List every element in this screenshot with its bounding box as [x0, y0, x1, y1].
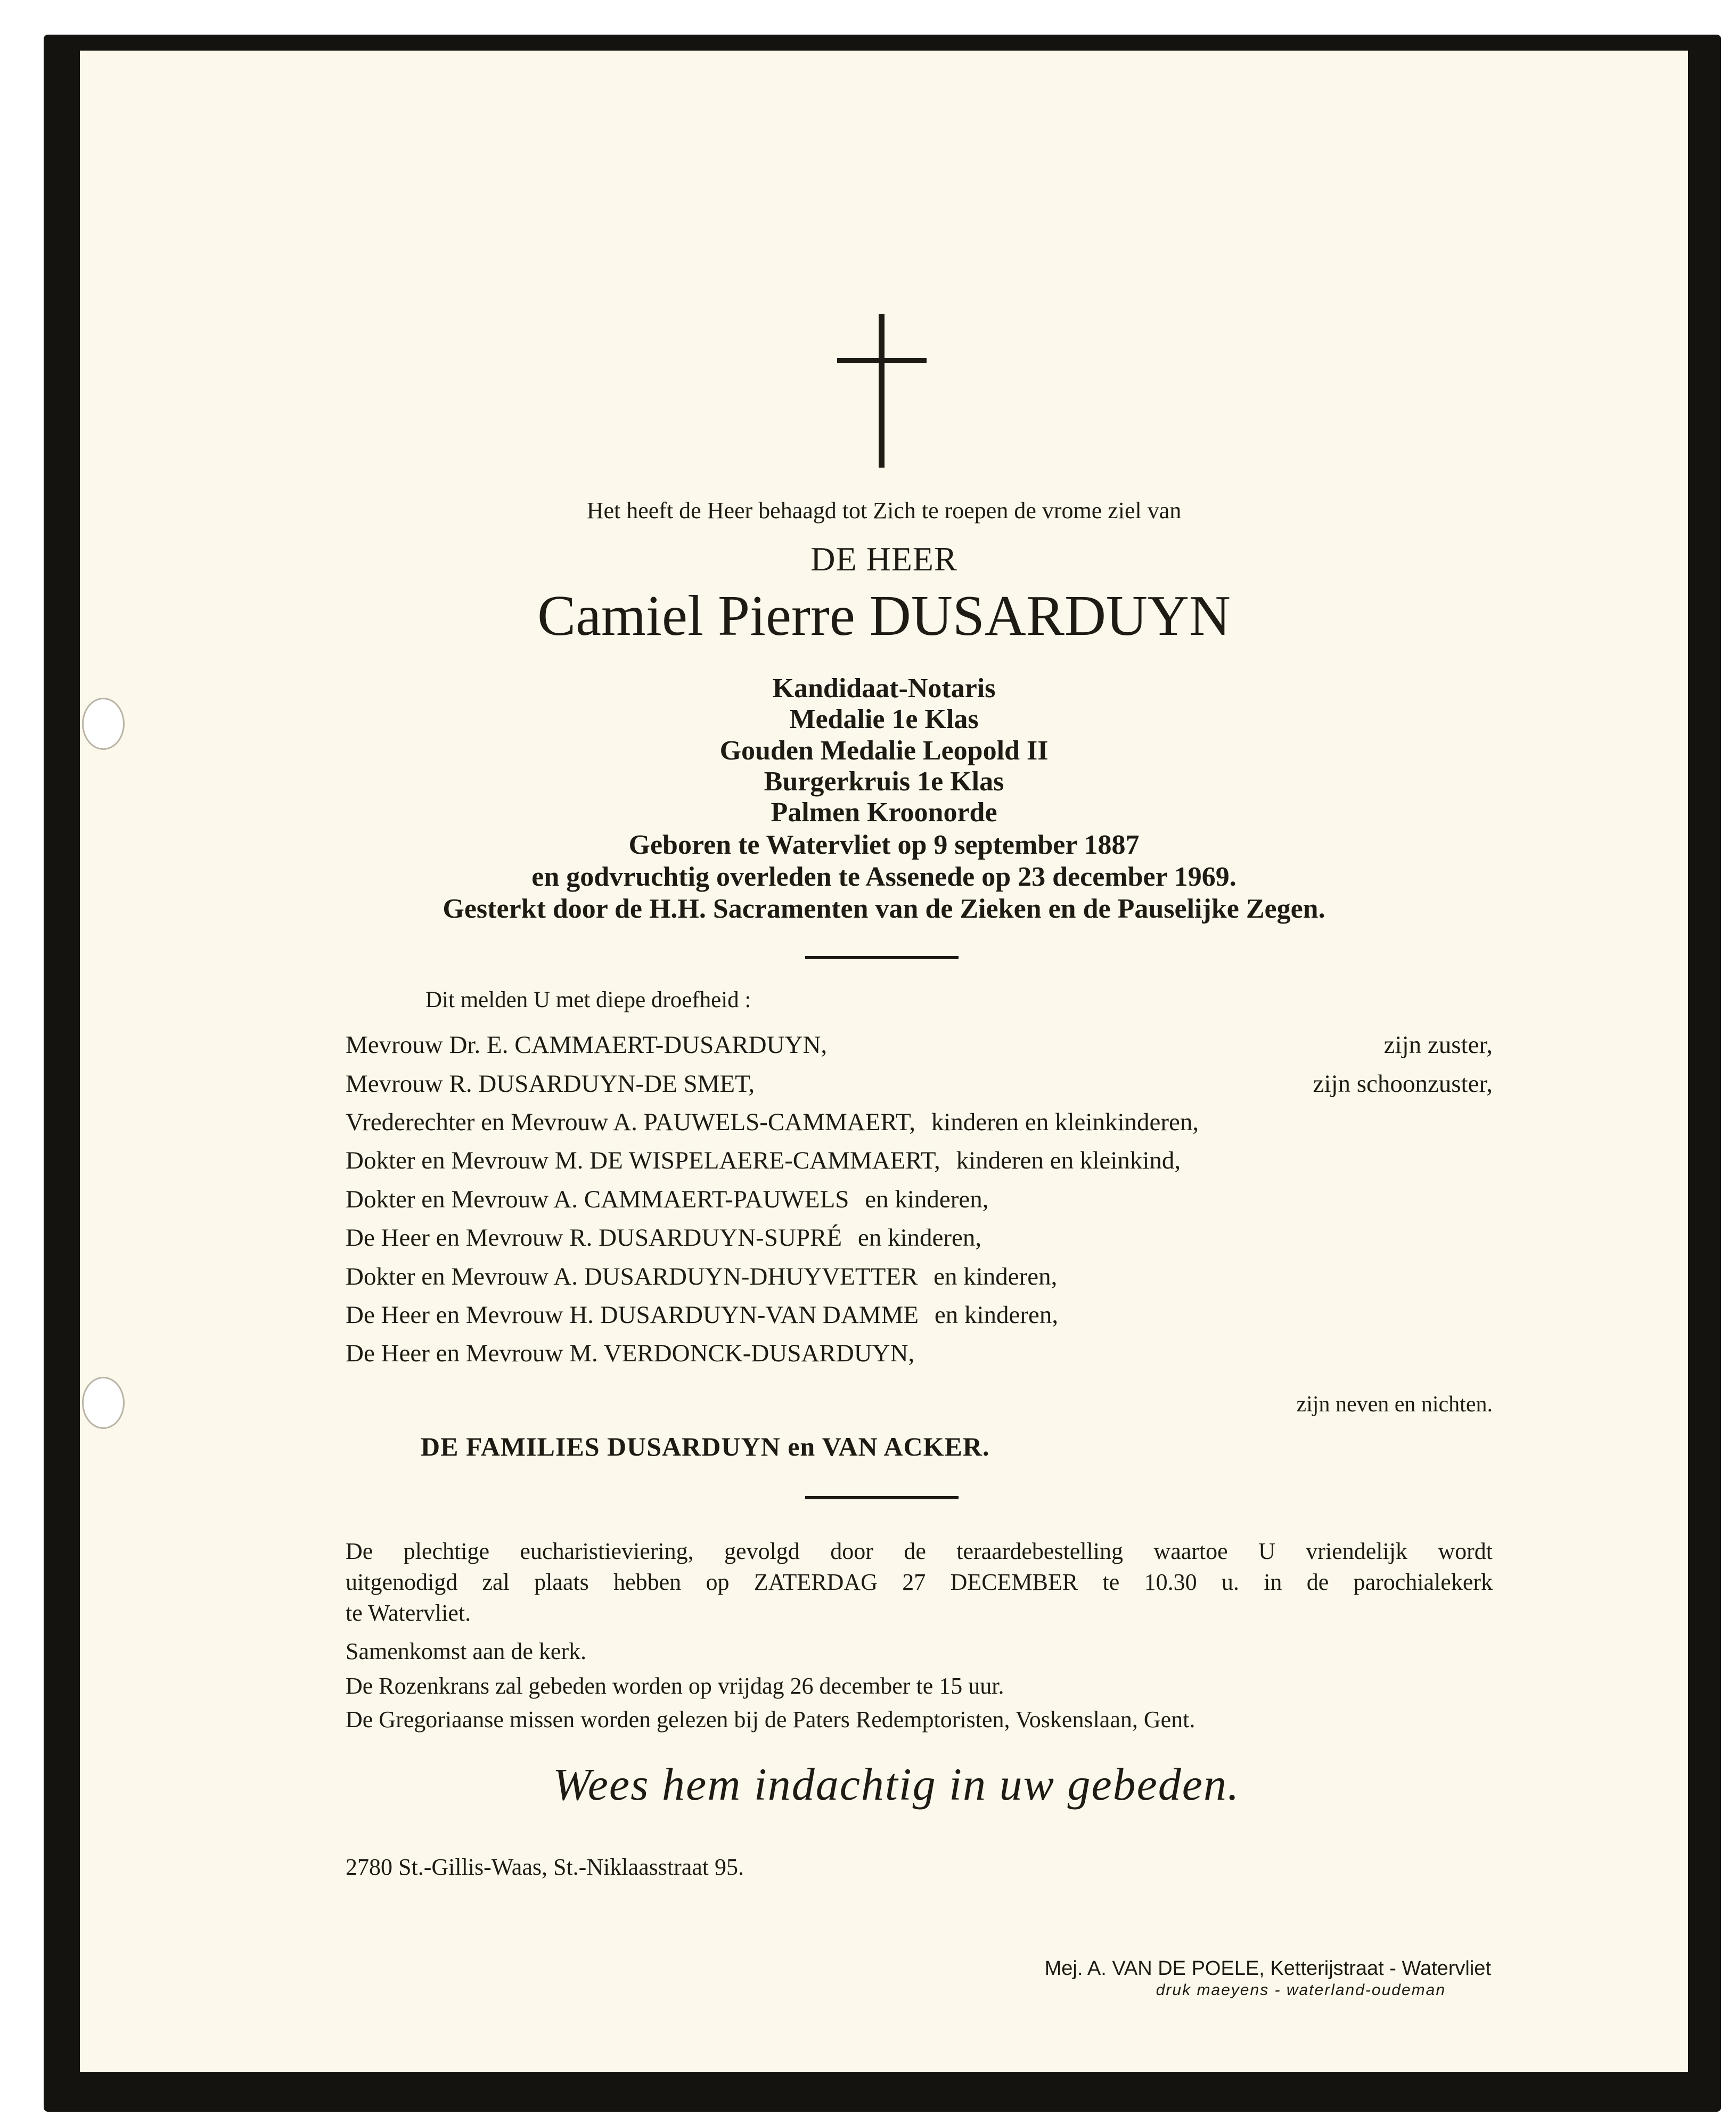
mourner-name: Dokter en Mevrouw M. DE WISPELAERE-CAMMAERT, — [346, 1147, 940, 1174]
credential: Kandidaat-Notaris — [772, 673, 996, 704]
mourner-row — [346, 1185, 1493, 1220]
deceased-name: Camiel Pierre DUSARDUYN — [537, 584, 1231, 648]
intro-text: Het heeft de Heer behaagd tot Zich te roepen de vrome ziel van — [586, 497, 1182, 524]
mourner-name: De Heer en Mevrouw M. VERDONCK-DUSARDUYN, — [346, 1339, 915, 1367]
cross-icon — [837, 314, 927, 468]
mourner-row — [346, 1108, 1493, 1143]
mourner-relation: kinderen en kleinkinderen, — [931, 1108, 1199, 1136]
mourner-row — [346, 1031, 1493, 1066]
mourner-row — [346, 1262, 1493, 1297]
divider — [805, 956, 959, 959]
mourner-relation: en kinderen, — [933, 1263, 1058, 1290]
ceremony-line: De Gregoriaanse missen worden gelezen bij de Paters Redemptoristen, Voskenslaan, Gent. — [346, 1706, 1195, 1733]
sacraments-line: Gesterkt door de H.H. Sacramenten van de Zieken en de Pauselijke Zegen. — [443, 894, 1325, 924]
mourner-name: Mevrouw Dr. E. CAMMAERT-DUSARDUYN, — [346, 1031, 828, 1059]
mourner-name: De Heer en Mevrouw R. DUSARDUYN-SUPRÉ — [346, 1224, 842, 1252]
ceremony-line: te Watervliet. — [346, 1600, 471, 1626]
honorific-title: DE HEER — [810, 540, 957, 578]
credential: Medalie 1e Klas — [789, 704, 979, 734]
mourner-row — [346, 1339, 1493, 1374]
prayer-line: Wees hem indachtig in uw gebeden. — [553, 1759, 1240, 1810]
mourner-relation: zijn zuster, — [1383, 1031, 1493, 1059]
ceremony-line: Samenkomst aan de kerk. — [346, 1638, 587, 1664]
ceremony-line: De Rozenkrans zal gebeden worden op vrijdag 26 december te 15 uur. — [346, 1673, 1004, 1699]
mourner-relation: en kinderen, — [865, 1186, 989, 1213]
mourner-relation: zijn schoonzuster, — [1313, 1070, 1493, 1098]
mourner-relation: en kinderen, — [857, 1224, 982, 1252]
ceremony-line: uitgenodigd zal plaats hebben op ZATERDAG 27 DECEMBER te 10.30 u. in de parochialekerk — [346, 1569, 1493, 1595]
credential: Palmen Kroonorde — [771, 797, 997, 828]
printer-credit: Mej. A. VAN DE POELE, Ketterijstraat - Watervliet — [1044, 1957, 1491, 1980]
death-line: en godvruchtig overleden te Assenede op 23 december 1969. — [531, 862, 1237, 892]
mourner-name: Dokter en Mevrouw A. DUSARDUYN-DHUYVETTER — [346, 1263, 918, 1290]
mourner-name: Mevrouw R. DUSARDUYN-DE SMET, — [346, 1070, 755, 1098]
mourner-row — [346, 1069, 1493, 1105]
ceremony-line: De plechtige eucharistieviering, gevolgd door de teraardebestelling waartoe U vriendelijk wordt — [346, 1538, 1493, 1564]
cousins-relation: zijn neven en nichten. — [1296, 1392, 1493, 1417]
mourner-row — [346, 1301, 1493, 1336]
mourner-relation: kinderen en kleinkind, — [956, 1147, 1181, 1174]
mourner-name: De Heer en Mevrouw H. DUSARDUYN-VAN DAMME — [346, 1301, 919, 1329]
mourner-name: Vrederechter en Mevrouw A. PAUWELS-CAMMAERT, — [346, 1108, 915, 1136]
credential: Gouden Medalie Leopold II — [719, 736, 1049, 766]
mourner-row — [346, 1146, 1493, 1181]
punch-hole — [82, 1377, 125, 1429]
mourner-row — [346, 1223, 1493, 1259]
family-address: 2780 St.-Gillis-Waas, St.-Niklaasstraat 95. — [346, 1854, 744, 1880]
mourner-relation: en kinderen, — [934, 1301, 1059, 1329]
families-line: DE FAMILIES DUSARDUYN en VAN ACKER. — [421, 1432, 990, 1461]
printer-subcredit: druk maeyens - waterland-oudeman — [1156, 1981, 1446, 1999]
mourners-intro: Dit melden U met diepe droefheid : — [425, 987, 751, 1012]
birth-line: Geboren te Watervliet op 9 september 1887 — [628, 830, 1140, 860]
mourner-name: Dokter en Mevrouw A. CAMMAERT-PAUWELS — [346, 1186, 849, 1213]
death-notice-card — [80, 51, 1688, 2072]
divider — [805, 1496, 959, 1499]
credential: Burgerkruis 1e Klas — [764, 766, 1004, 797]
